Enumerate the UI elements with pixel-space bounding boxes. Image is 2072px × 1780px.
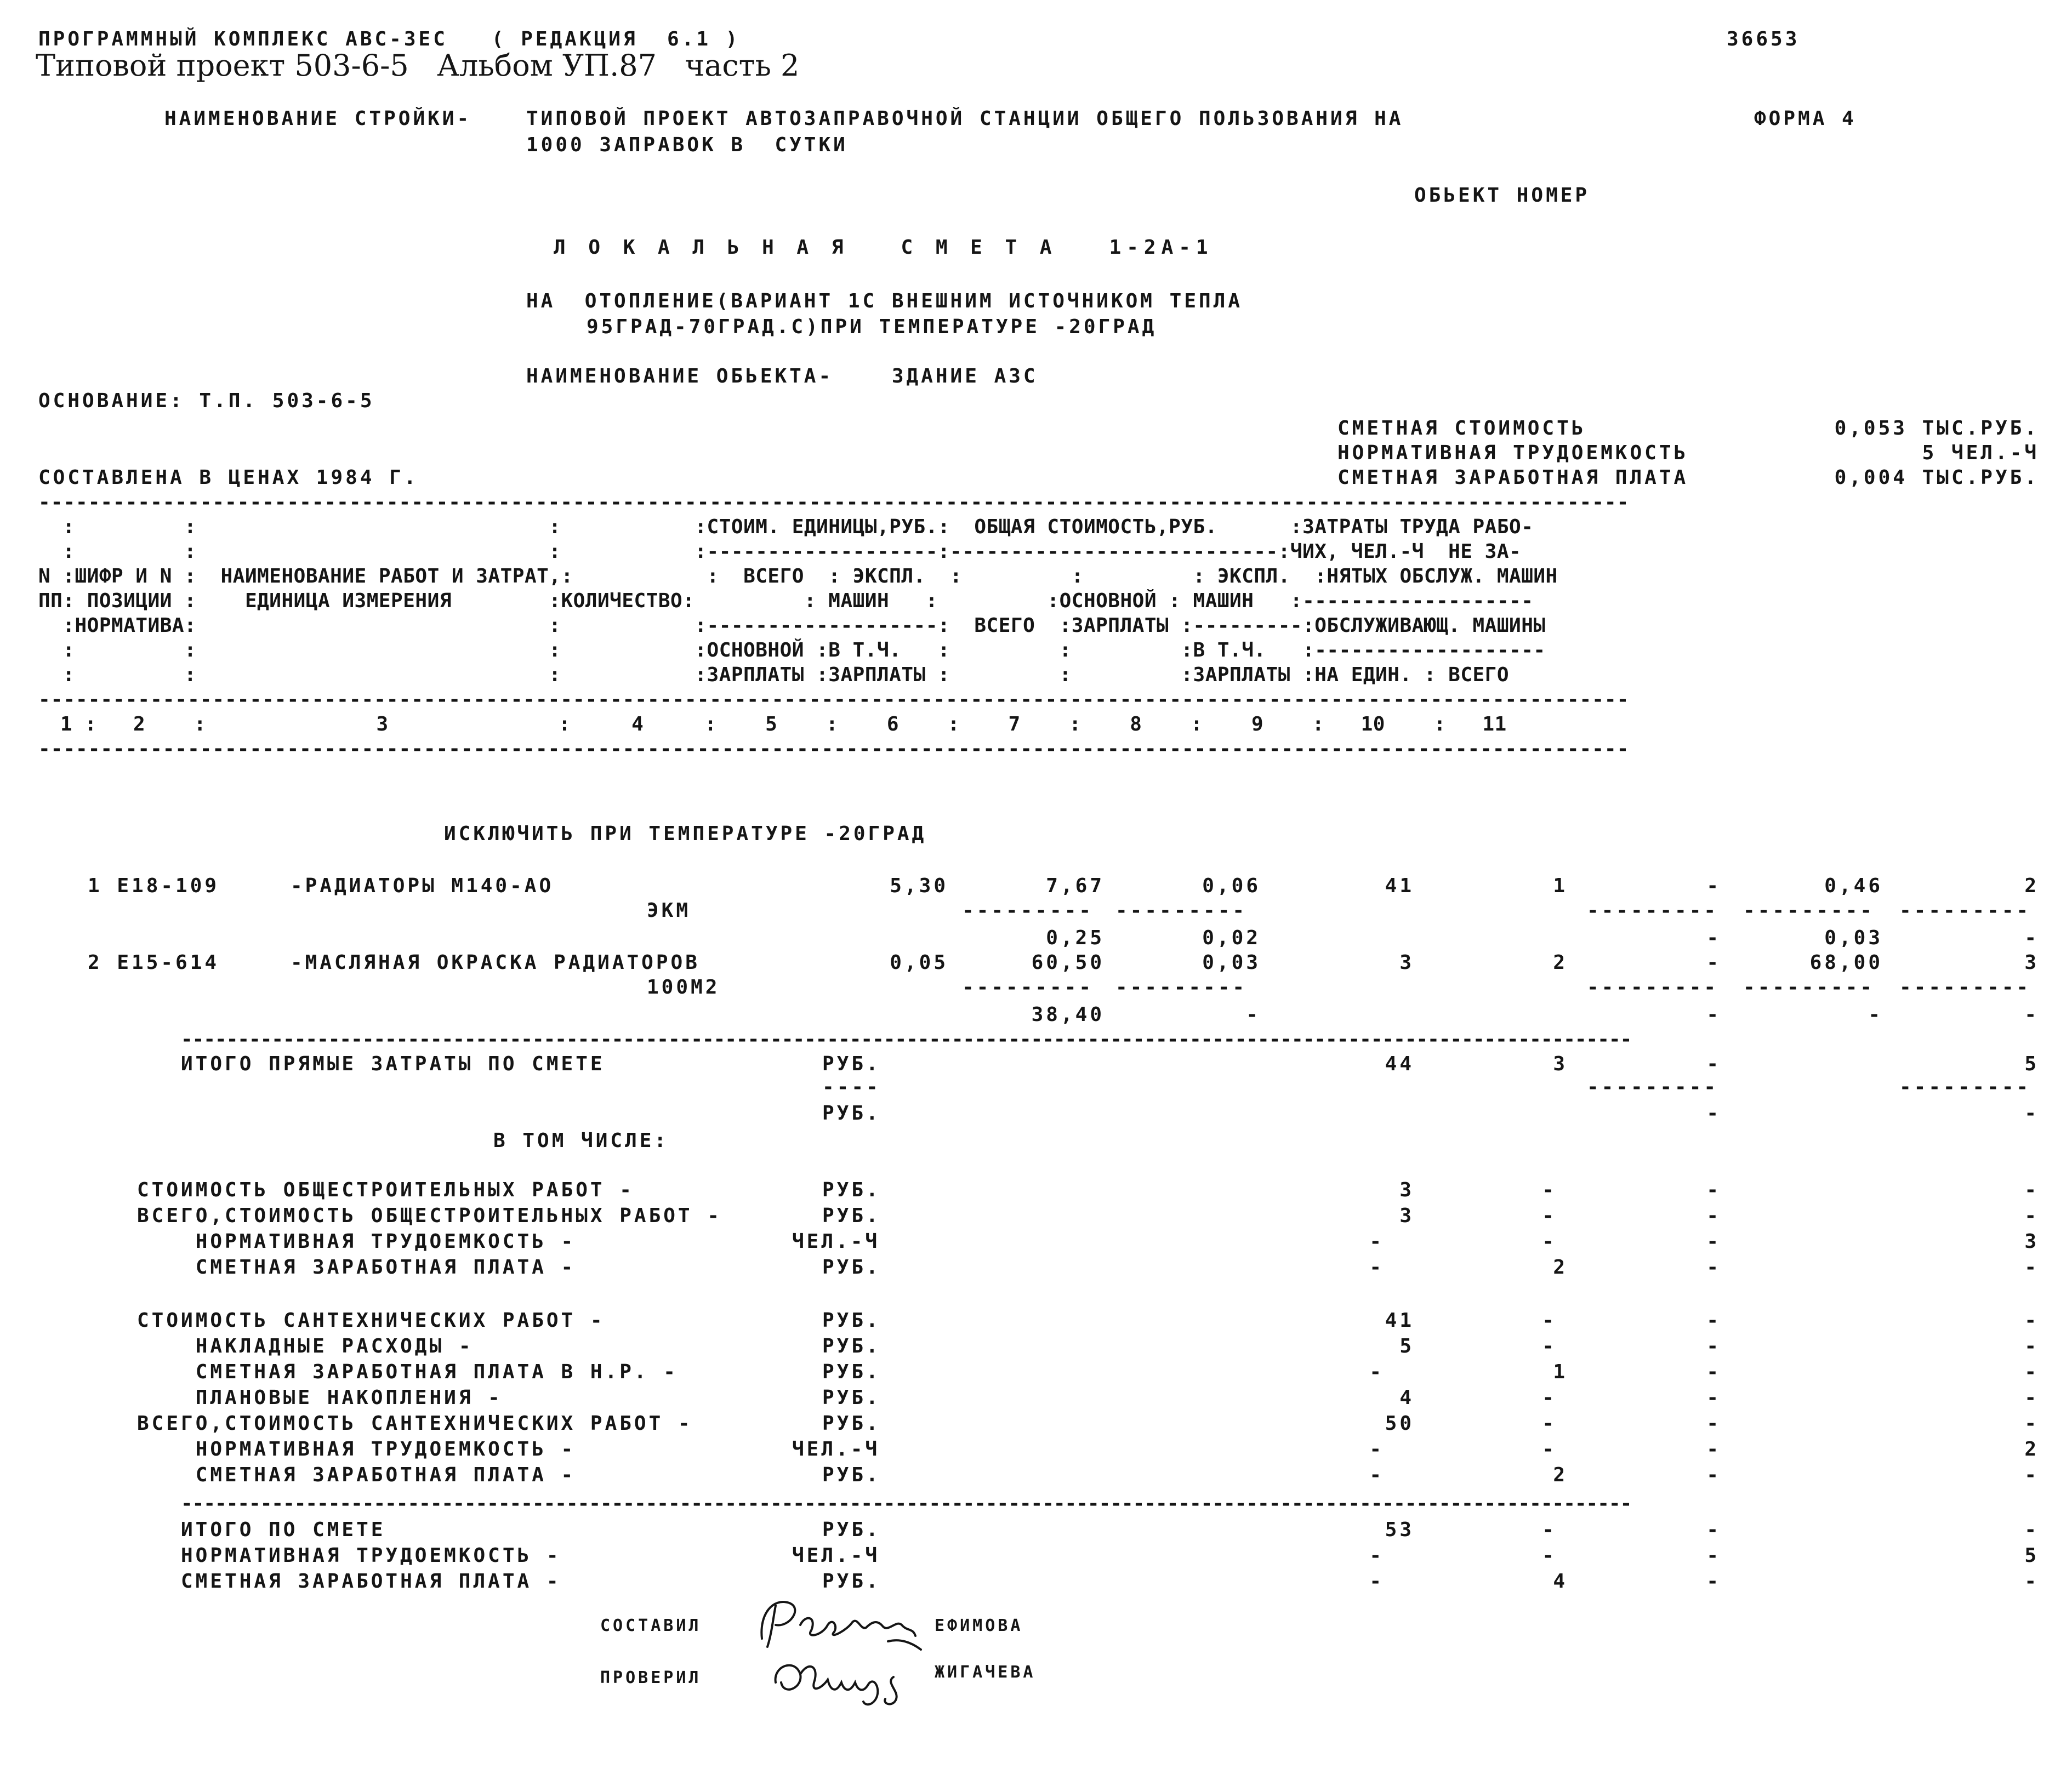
table-header-line: : : : :ЗАРПЛАТЫ :ЗАРПЛАТЫ : : :ЗАРПЛАТЫ :НА ЕДИН. : ВСЕГО [38,664,1510,686]
row-machines: - [1706,951,1721,974]
object-number-label: ОБЬЕКТ НОМЕР [1414,184,1590,207]
breakdown-machines: - [1706,1464,1721,1486]
row-unit-wage: 38,40 [1031,1003,1105,1026]
row-service-unit: - [1868,1003,1883,1026]
breakdown-unit: ЧЕЛ.-Ч [792,1438,880,1460]
row-service-unit: 0,03 [1824,927,1883,949]
breakdown-label: НАКЛАДНЫЕ РАСХОДЫ - [137,1335,474,1357]
construction-name-line-2: 1000 ЗАПРАВОК В СУТКИ [526,134,848,156]
row-labor-unit: 0,46 [1824,875,1883,897]
row-number-code: 1 Е18-109 [88,875,220,897]
breakdown-label: ВСЕГО,СТОИМОСТЬ ОБЩЕСТРОИТЕЛЬНЫХ РАБОТ - [137,1205,722,1227]
direct-costs-machines-2: - [1706,1102,1721,1125]
breakdown-labor: 3 [2024,1230,2039,1253]
row-quantity: 5,30 [890,875,948,897]
direct-costs-labor-2: - [2024,1102,2039,1125]
breakdown-wages: 1 [1553,1361,1568,1383]
row-number-code: 2 Е15-614 [88,951,220,974]
project-line: Типовой проект 503-6-5 Альбом УП.87 часть 2 [36,48,800,83]
breakdown-labor: - [2024,1256,2039,1279]
breakdown-machines: - [1706,1179,1721,1201]
totals-wages: 4 [1553,1570,1568,1593]
breakdown-total: 5 [1399,1335,1414,1357]
breakdown-total: 3 [1399,1179,1414,1201]
breakdown-label: НОРМАТИВНАЯ ТРУДОЕМКОСТЬ - [137,1230,576,1253]
direct-costs-machines: - [1706,1053,1721,1075]
table-header-line: : : : :ОСНОВНОЙ :В Т.Ч. : : :В Т.Ч. :------------------- [38,639,1546,661]
compiled-label: СОСТАВИЛ [600,1616,702,1635]
breakdown-label: СМЕТНАЯ ЗАРАБОТНАЯ ПЛАТА - [137,1464,576,1486]
breakdown-unit: ЧЕЛ.-Ч [792,1230,880,1253]
totals-label: НОРМАТИВНАЯ ТРУДОЕМКОСТЬ - [181,1544,561,1567]
form-number: ФОРМА 4 [1754,107,1857,130]
table-header-line: N :ШИФР И N : НАИМЕНОВАНИЕ РАБОТ И ЗАТРАТ,: : ВСЕГО : ЭКСПЛ. : : : ЭКСПЛ. :НЯТЫХ ОБСЛУЖ. МАШИН [38,565,1558,587]
row-unit-machines: 0,03 [1202,951,1261,974]
breakdown-machines: - [1706,1438,1721,1460]
breakdown-unit: РУБ. [822,1335,881,1357]
row-total: 41 [1385,875,1414,897]
breakdown-labor: 2 [2024,1438,2039,1460]
totals-machines: - [1706,1570,1721,1593]
direct-costs-unit: РУБ. [822,1053,881,1075]
compiled-name: ЕФИМОВА [935,1616,1023,1635]
breakdown-total: - [1369,1464,1384,1486]
breakdown-labor: - [2024,1205,2039,1227]
breakdown-label: НОРМАТИВНАЯ ТРУДОЕМКОСТЬ - [137,1438,576,1460]
row-service-total: - [2024,1003,2039,1026]
row-unit-wage: 0,25 [1046,927,1105,949]
breakdown-total: - [1369,1230,1384,1253]
breakdown-wages: - [1542,1438,1557,1460]
row-wages: 1 [1553,875,1568,897]
breakdown-unit: РУБ. [822,1412,881,1435]
breakdown-machines: - [1706,1361,1721,1383]
totals-machines: - [1706,1544,1721,1567]
checked-signature [767,1650,932,1715]
row-machine-wage: - [1706,1003,1721,1026]
breakdown-label: СТОИМОСТЬ САНТЕХНИЧЕСКИХ РАБОТ - [137,1309,605,1332]
estimate-title: Л О К А Л Ь Н А Я С М Е Т А 1-2А-1 [554,236,1214,259]
breakdown-label: СМЕТНАЯ ЗАРАБОТНАЯ ПЛАТА В Н.Р. - [137,1361,678,1383]
breakdown-unit: РУБ. [822,1179,881,1201]
breakdown-wages: - [1542,1412,1557,1435]
summary-labor-value: 5 ЧЕЛ.-Ч [1922,442,2039,464]
row-name: -РАДИАТОРЫ М140-АО [291,875,554,897]
breakdown-wages: - [1542,1387,1557,1409]
row-dash-rule: --------- [1115,976,1248,999]
direct-costs-dash: ---- [822,1076,881,1098]
table-header-line: : : : :-------------------:---------------------------:ЧИХ, ЧЕЛ.-Ч НЕ ЗА- [38,540,1522,563]
breakdown-machines: - [1706,1335,1721,1357]
breakdown-wages: - [1542,1179,1557,1201]
breakdown-labor: - [2024,1387,2039,1409]
totals-label: СМЕТНАЯ ЗАРАБОТНАЯ ПЛАТА - [181,1570,561,1593]
table-rule: -------------------------------------------------------------------------------------------------------------------------------- [181,1028,1632,1051]
row-dash-rule: --------- [1743,899,1875,922]
row-labor-unit: 68,00 [1809,951,1883,974]
breakdown-unit: РУБ. [822,1361,881,1383]
breakdown-machines: - [1706,1205,1721,1227]
breakdown-wages: - [1542,1230,1557,1253]
document-number: 36653 [1727,28,1800,50]
breakdown-machines: - [1706,1230,1721,1253]
breakdown-total: - [1369,1361,1384,1383]
construction-label: НАИМЕНОВАНИЕ СТРОЙКИ- [164,107,472,130]
breakdown-machines: - [1706,1309,1721,1332]
breakdown-unit: РУБ. [822,1464,881,1486]
row-dash-rule: --------- [1743,976,1875,999]
column-numbers: 1 : 2 : 3 : 4 : 5 : 6 : 7 : 8 : 9 : 10 : 11 [60,713,1507,735]
row-unit-machines: 0,06 [1202,875,1261,897]
basis-line: ОСНОВАНИЕ: Т.П. 503-6-5 [38,390,375,412]
direct-costs-dash: --------- [1587,1076,1719,1098]
row-machines: - [1706,875,1721,897]
breakdown-labor: - [2024,1361,2039,1383]
row-unit-total: 60,50 [1031,951,1105,974]
row-dash-rule: --------- [1899,976,2031,999]
direct-costs-labor: 5 [2024,1053,2039,1075]
direct-costs-label: ИТОГО ПРЯМЫЕ ЗАТРАТЫ ПО СМЕТЕ [181,1053,605,1075]
totals-total: - [1369,1570,1384,1593]
totals-unit: РУБ. [822,1519,881,1541]
prices-line: СОСТАВЛЕНА В ЦЕНАХ 1984 Г. [38,466,419,489]
estimate-subject-line-2: 95ГРАД-70ГРАД.С)ПРИ ТЕМПЕРАТУРЕ -20ГРАД [587,316,1157,338]
row-unit: ЭКМ [647,899,691,922]
row-dash-rule: --------- [962,899,1094,922]
breakdown-machines: - [1706,1256,1721,1279]
breakdown-total: - [1369,1438,1384,1460]
breakdown-wages: 2 [1553,1256,1568,1279]
breakdown-unit: РУБ. [822,1256,881,1279]
row-machine-wage: - [1706,927,1721,949]
breakdown-unit: РУБ. [822,1387,881,1409]
direct-costs-dash: --------- [1899,1076,2031,1098]
table-header-line: : : : :СТОИМ. ЕДИНИЦЫ,РУБ.: ОБЩАЯ СТОИМОСТЬ,РУБ. :ЗАТРАТЫ ТРУДА РАБО- [38,516,1534,538]
summary-labor-label: НОРМАТИВНАЯ ТРУДОЕМКОСТЬ [1337,442,1689,464]
breakdown-labor: - [2024,1309,2039,1332]
breakdown-machines: - [1706,1412,1721,1435]
totals-total: - [1369,1544,1384,1567]
breakdown-labor: - [2024,1412,2039,1435]
breakdown-wages: 2 [1553,1464,1568,1486]
row-wages: 2 [1553,951,1568,974]
totals-total: 53 [1385,1519,1414,1541]
table-rule-top: -------------------------------------------------------------------------------------------------------------------------------- [38,491,1630,514]
summary-cost-value: 0,053 ТЫС.РУБ. [1834,417,2039,440]
totals-unit: ЧЕЛ.-Ч [792,1544,880,1567]
breakdown-unit: РУБ. [822,1309,881,1332]
row-unit-machine-wage: 0,02 [1202,927,1261,949]
totals-labor: - [2024,1570,2039,1593]
estimate-subject-line-1: НА ОТОПЛЕНИЕ(ВАРИАНТ 1С ВНЕШНИМ ИСТОЧНИКОМ ТЕПЛА [526,290,1243,312]
breakdown-wages: - [1542,1309,1557,1332]
table-rule: -------------------------------------------------------------------------------------------------------------------------------- [181,1492,1632,1515]
breakdown-label: СТОИМОСТЬ ОБЩЕСТРОИТЕЛЬНЫХ РАБОТ - [137,1179,634,1201]
totals-wages: - [1542,1544,1557,1567]
breakdown-unit: РУБ. [822,1205,881,1227]
breakdown-labor: - [2024,1464,2039,1486]
row-labor-total: 2 [2024,875,2039,897]
direct-costs-unit-2: РУБ. [822,1102,881,1125]
row-dash-rule: --------- [1587,899,1719,922]
row-unit: 100М2 [647,976,720,999]
breakdown-label: ВСЕГО,СТОИМОСТЬ САНТЕХНИЧЕСКИХ РАБОТ - [137,1412,693,1435]
object-name: НАИМЕНОВАНИЕ ОБЬЕКТА- ЗДАНИЕ АЗС [526,365,1038,387]
breakdown-total: 50 [1385,1412,1414,1435]
totals-unit: РУБ. [822,1570,881,1593]
totals-labor: 5 [2024,1544,2039,1567]
totals-labor: - [2024,1519,2039,1541]
compiled-signature [751,1587,932,1658]
checked-name: ЖИГАЧЕВА [935,1663,1036,1682]
row-dash-rule: --------- [1587,976,1719,999]
row-unit-machine-wage: - [1246,1003,1261,1026]
row-total: 3 [1399,951,1414,974]
breakdown-wages: - [1542,1335,1557,1357]
totals-machines: - [1706,1519,1721,1541]
summary-wage-label: СМЕТНАЯ ЗАРАБОТНАЯ ПЛАТА [1337,466,1689,489]
direct-costs-wages: 3 [1553,1053,1568,1075]
table-rule: -------------------------------------------------------------------------------------------------------------------------------- [38,738,1630,760]
row-labor-total: 3 [2024,951,2039,974]
row-dash-rule: --------- [962,976,1094,999]
table-header-line: ПП: ПОЗИЦИИ : ЕДИНИЦА ИЗМЕРЕНИЯ :КОЛИЧЕСТВО: : МАШИН : :ОСНОВНОЙ : МАШИН :------------------- [38,590,1534,612]
row-service-total: - [2024,927,2039,949]
breakdown-machines: - [1706,1387,1721,1409]
breakdown-total: - [1369,1256,1384,1279]
breakdown-total: 4 [1399,1387,1414,1409]
summary-cost-label: СМЕТНАЯ СТОИМОСТЬ [1337,417,1586,440]
breakdown-wages: - [1542,1205,1557,1227]
row-quantity: 0,05 [890,951,948,974]
row-dash-rule: --------- [1115,899,1248,922]
breakdown-label: СМЕТНАЯ ЗАРАБОТНАЯ ПЛАТА - [137,1256,576,1279]
checked-label: ПРОВЕРИЛ [600,1668,702,1687]
breakdown-label: ПЛАНОВЫЕ НАКОПЛЕНИЯ - [137,1387,503,1409]
section-title: ИСКЛЮЧИТЬ ПРИ ТЕМПЕРАТУРЕ -20ГРАД [444,823,927,845]
breakdown-labor: - [2024,1179,2039,1201]
including-label: В ТОМ ЧИСЛЕ: [493,1129,669,1152]
table-header-line: :НОРМАТИВА: : :-------------------: ВСЕГО :ЗАРПЛАТЫ :---------:ОБСЛУЖИВАЮЩ. МАШИНЫ [38,614,1546,637]
summary-wage-value: 0,004 ТЫС.РУБ. [1834,466,2039,489]
row-name: -МАСЛЯНАЯ ОКРАСКА РАДИАТОРОВ [291,951,700,974]
construction-name-line-1: ТИПОВОЙ ПРОЕКТ АВТОЗАПРАВОЧНОЙ СТАНЦИИ ОБЩЕГО ПОЛЬЗОВАНИЯ НА [526,107,1404,130]
breakdown-total: 41 [1385,1309,1414,1332]
totals-wages: - [1542,1519,1557,1541]
table-rule: -------------------------------------------------------------------------------------------------------------------------------- [38,688,1630,711]
totals-label: ИТОГО ПО СМЕТЕ [181,1519,386,1541]
program-line: ПРОГРАММНЫЙ КОМПЛЕКС АВС-3ЕС ( РЕДАКЦИЯ 6.1 ) [38,28,741,50]
direct-costs-total: 44 [1385,1053,1414,1075]
row-dash-rule: --------- [1899,899,2031,922]
breakdown-total: 3 [1399,1205,1414,1227]
breakdown-labor: - [2024,1335,2039,1357]
row-unit-total: 7,67 [1046,875,1105,897]
